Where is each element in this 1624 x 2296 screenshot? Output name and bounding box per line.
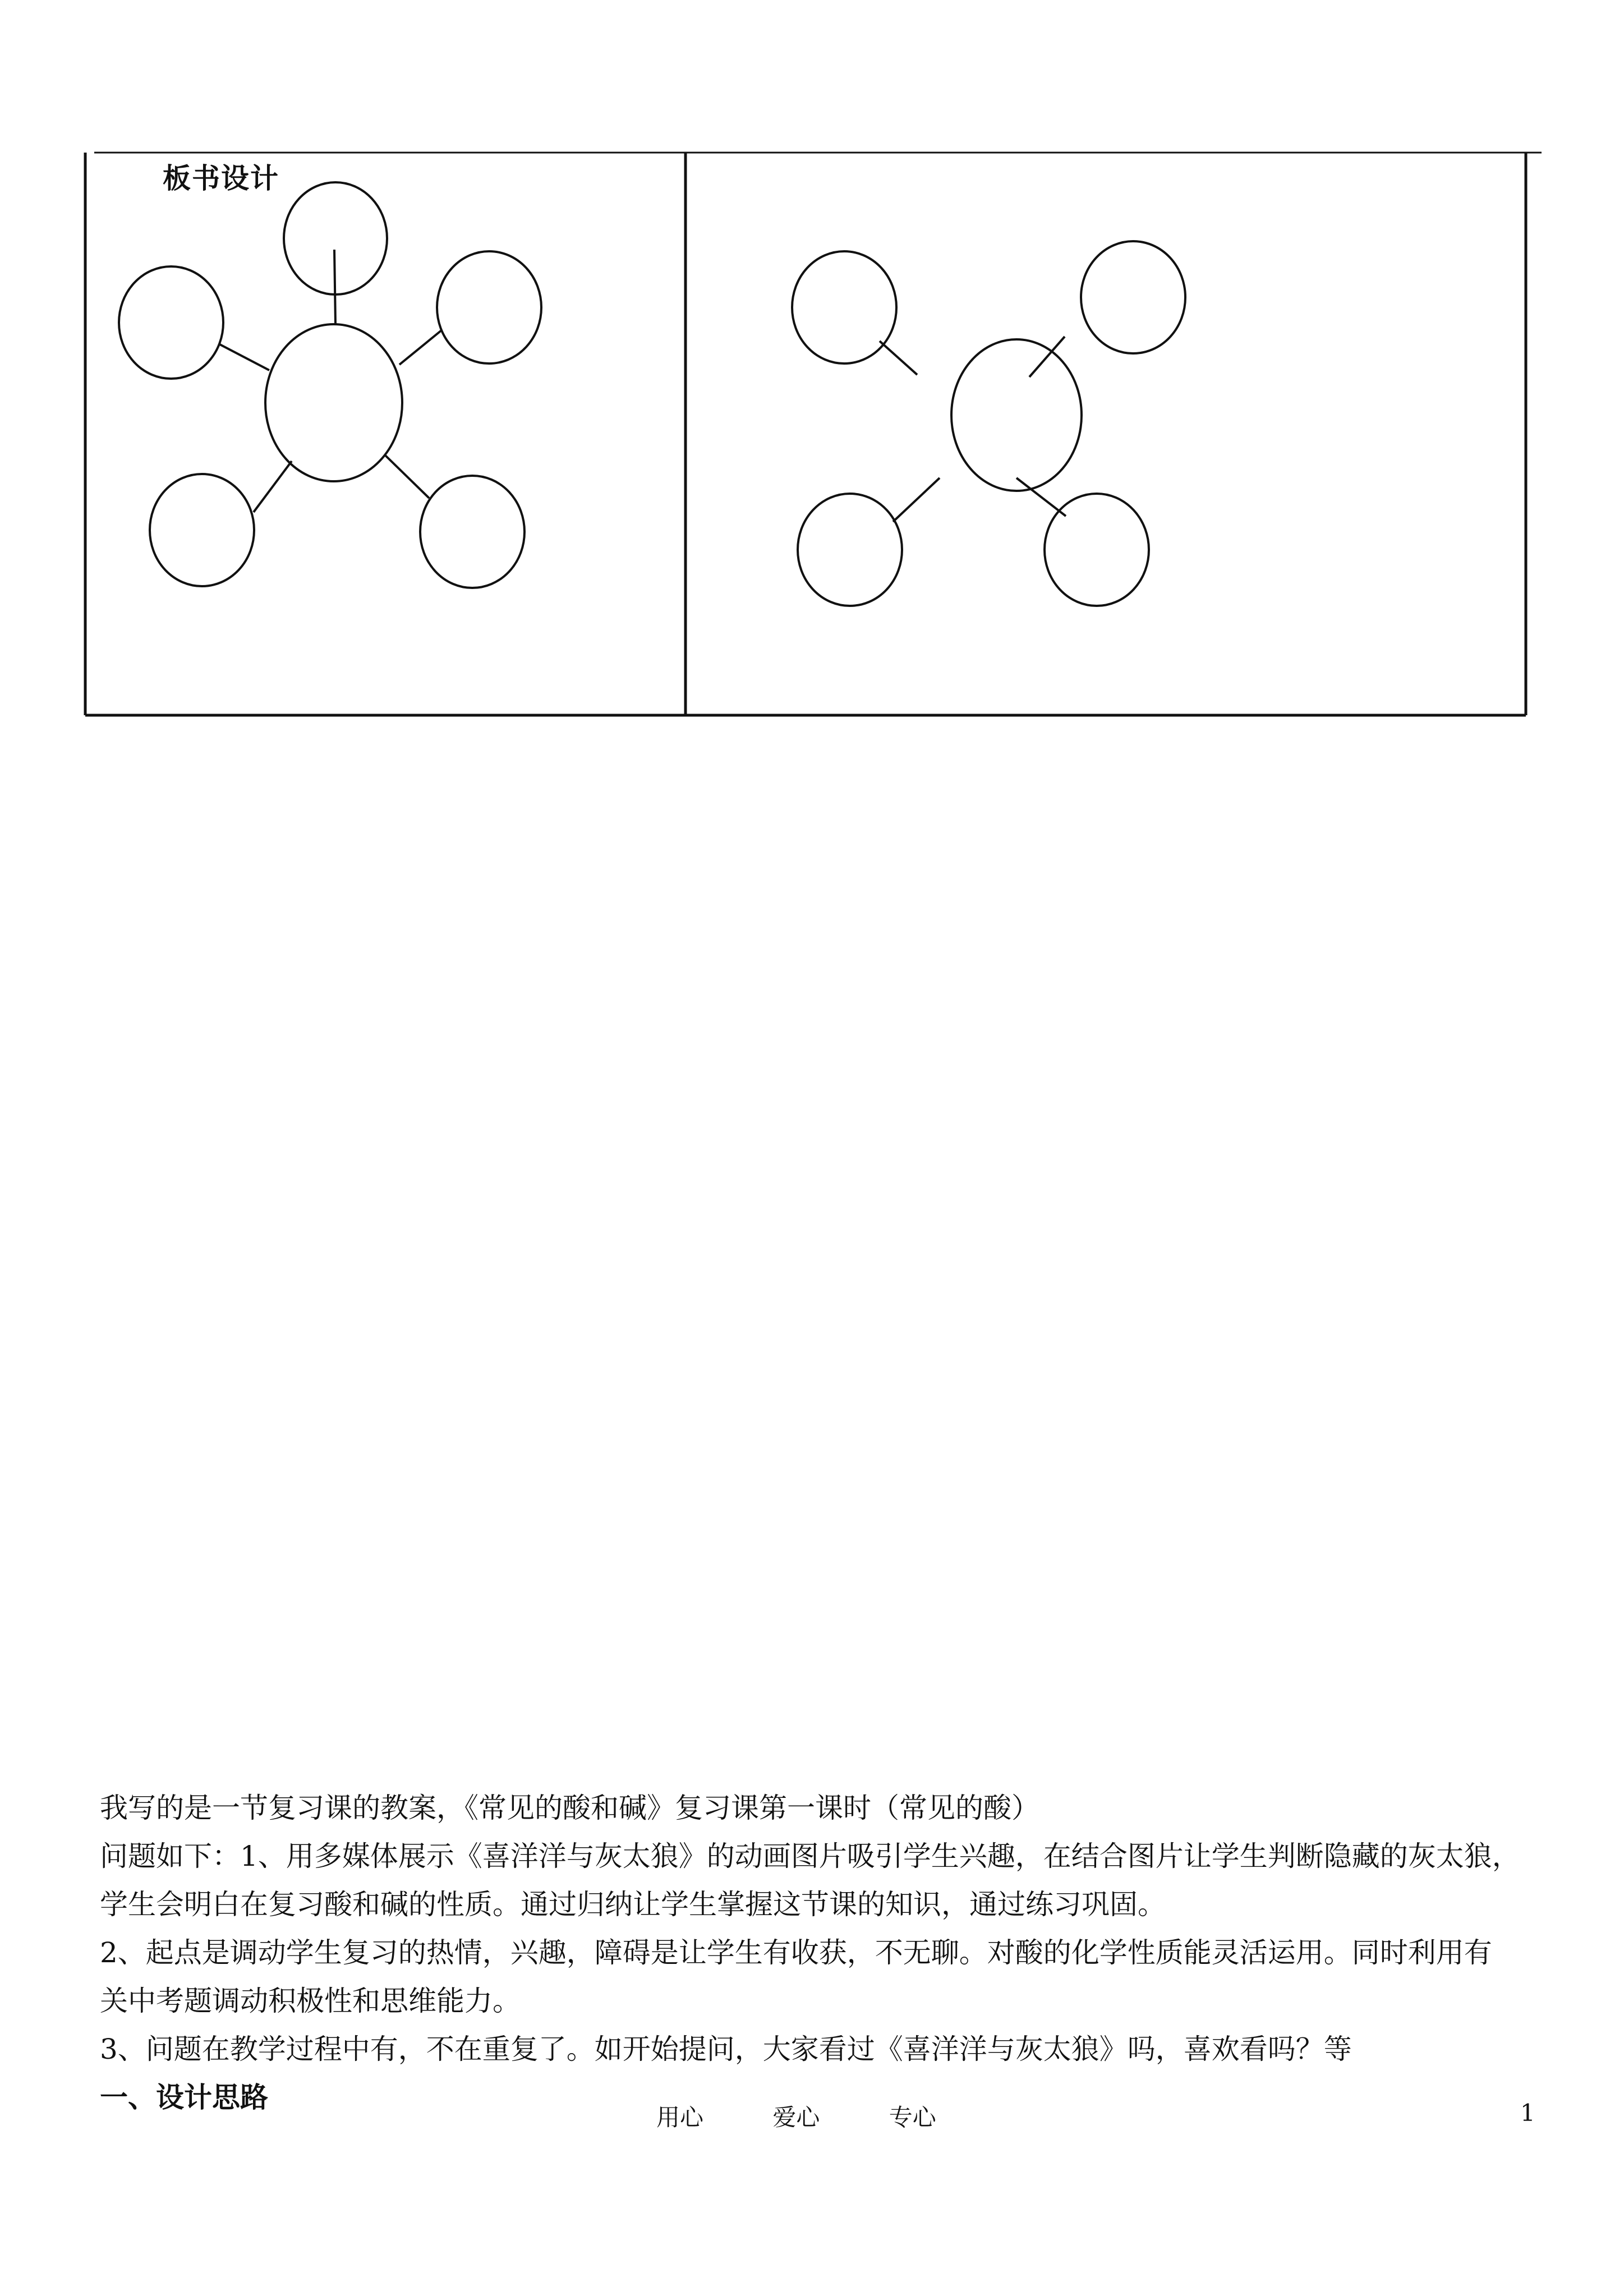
board-diagram-svg — [0, 0, 1624, 729]
body-line: 3、问题在教学过程中有，不在重复了。如开始提问，大家看过《喜洋洋与灰太狼》吗，喜欢看吗？等 — [100, 2033, 1352, 2065]
left-center-node — [265, 324, 402, 481]
right-link-lower-left — [893, 478, 940, 522]
body-line: 2、起点是调动学生复习的热情，兴趣，障碍是让学生有收获，不无聊。对酸的化学性质能灵活运用。同时利用有 — [100, 1936, 1492, 1969]
footer-motto — [656, 2099, 998, 2133]
body-line: 问题如下：1、用多媒体展示《喜洋洋与灰太狼》的动画图片吸引学生兴趣，在结合图片让学生判断隐藏的灰太狼， — [100, 1840, 1520, 1872]
body-line: 我写的是一节复习课的教案，《常见的酸和碱》复习课第一课时（常见的酸） — [100, 1792, 1039, 1824]
left-link-lower-right — [384, 454, 429, 498]
left-node-lower-left — [150, 474, 254, 586]
right-node-upper-right — [1081, 241, 1185, 353]
section-heading: 一、设计思路 — [100, 2081, 268, 2114]
right-node-lower-left — [798, 494, 902, 606]
right-link-lower-right — [1016, 478, 1066, 516]
left-link-upper-right — [399, 330, 442, 365]
board-title: 板书设计 — [163, 162, 279, 195]
page-number: 1 — [1520, 2099, 1535, 2127]
body-text — [100, 1784, 1536, 2122]
left-link-lower-left — [254, 461, 292, 512]
left-link-upper-left — [219, 344, 269, 370]
board-design-table — [0, 0, 1624, 729]
right-center-node — [951, 339, 1082, 491]
motto-word: 用心 — [656, 2104, 704, 2131]
left-node-lower-right — [420, 476, 525, 588]
left-node-upper-right — [437, 251, 541, 364]
motto-word: 爱心 — [772, 2104, 820, 2131]
motto-word: 专心 — [889, 2104, 936, 2131]
left-node-upper-left — [119, 266, 223, 379]
body-line: 关中考题调动积极性和思维能力。 — [100, 1985, 521, 2017]
right-node-upper-left — [792, 251, 896, 364]
left-link-top — [334, 250, 335, 324]
right-link-upper-left — [880, 341, 917, 375]
body-line: 学生会明白在复习酸和碱的性质。通过归纳让学生掌握这节课的知识，通过练习巩固。 — [100, 1888, 1166, 1921]
